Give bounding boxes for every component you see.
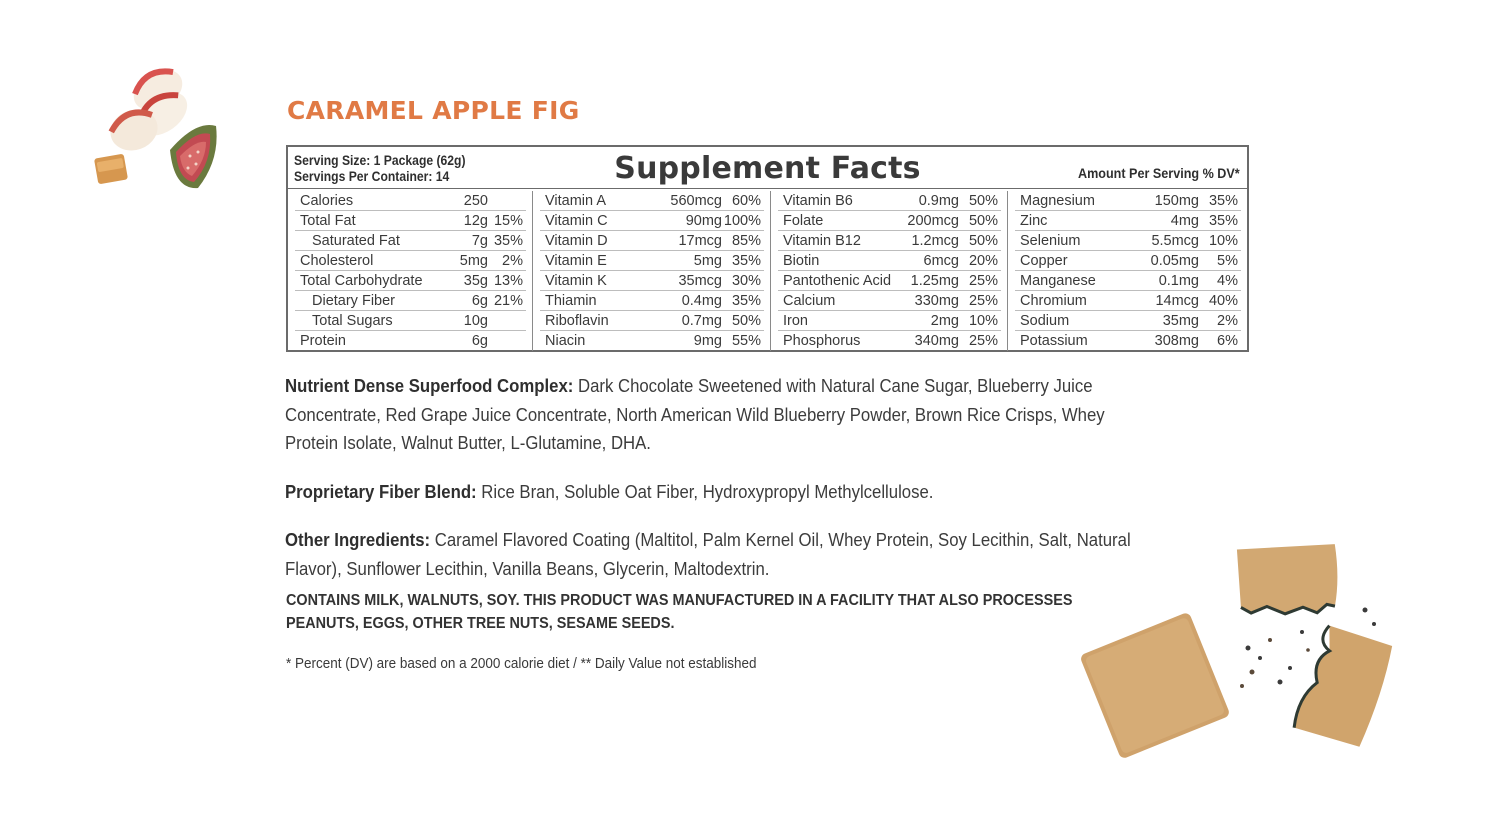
- facts-header: [288, 147, 1247, 190]
- nutrient-amount: 560mcg: [670, 193, 722, 209]
- nutrient-name: Riboflavin: [545, 313, 609, 329]
- nutrient-daily-value: 5%: [1217, 253, 1238, 269]
- nutrient-name: Folate: [783, 213, 824, 229]
- nutrient-amount: 0.7mg: [681, 313, 722, 329]
- nutrient-amount: 5.5mcg: [1151, 233, 1199, 249]
- nutrient-name: Chromium: [1020, 293, 1087, 309]
- nutrient-daily-value: 4%: [1217, 273, 1238, 289]
- nutrient-name: Pantothenic Acid: [783, 273, 892, 289]
- nutrient-amount: 9mg: [693, 333, 722, 349]
- nutrient-row: [540, 211, 764, 231]
- nutrient-daily-value: 25%: [968, 333, 998, 349]
- nutrient-amount: 0.4mg: [681, 293, 722, 309]
- nutrient-name: Vitamin A: [545, 193, 606, 209]
- nutrient-row: [1015, 191, 1241, 211]
- nutrient-amount: 12g: [463, 213, 488, 229]
- nutrient-name: Calcium: [783, 293, 836, 309]
- nutrient-row: [1015, 271, 1241, 291]
- nutrient-row: [778, 251, 1001, 271]
- nutrient-column-vitamins-b-minerals: [770, 191, 1007, 351]
- nutrient-daily-value: 21%: [493, 293, 523, 309]
- nutrient-name: Vitamin B6: [783, 193, 853, 209]
- nutrient-daily-value: 10%: [1208, 233, 1238, 249]
- nutrient-daily-value: 13%: [493, 273, 523, 289]
- nutrient-daily-value: 2%: [502, 253, 523, 269]
- nutrient-daily-value: 30%: [731, 273, 761, 289]
- nutrient-row: [295, 271, 526, 291]
- nutrient-name: Magnesium: [1020, 193, 1095, 209]
- nutrient-column-macros: [288, 191, 532, 351]
- nutrient-amount: 1.2mcg: [911, 233, 959, 249]
- nutrient-name: Vitamin E: [545, 253, 607, 269]
- nutrient-amount: 6mcg: [923, 253, 959, 269]
- nutrient-name: Thiamin: [545, 293, 597, 309]
- apple-fig-caramel-image: [70, 60, 230, 220]
- nutrient-amount: 308mg: [1154, 333, 1199, 349]
- nutrient-row: [540, 191, 764, 211]
- nutrient-column-minerals: [1007, 191, 1247, 351]
- nutrient-name: Niacin: [545, 333, 586, 349]
- nutrient-row: [778, 191, 1001, 211]
- nutrient-amount: 10g: [463, 313, 488, 329]
- serving-size: Serving Size: 1 Package (62g): [294, 153, 466, 168]
- superfood-label: Nutrient Dense Superfood Complex:: [285, 376, 574, 396]
- nutrient-amount: 35mcg: [678, 273, 722, 289]
- servings-per-container: Servings Per Container: 14: [294, 169, 450, 184]
- nutrient-daily-value: 60%: [731, 193, 761, 209]
- nutrient-row: [1015, 311, 1241, 331]
- nutrient-row: [1015, 211, 1241, 231]
- other-ingredients: [285, 526, 1145, 583]
- crackers-image: [1080, 540, 1400, 765]
- nutrient-row: [1015, 231, 1241, 251]
- nutrient-row: [295, 291, 526, 311]
- nutrient-daily-value: 50%: [968, 233, 998, 249]
- nutrient-amount: 7g: [471, 233, 488, 249]
- nutrient-row: [778, 311, 1001, 331]
- nutrient-name: Protein: [300, 333, 346, 349]
- nutrient-daily-value: 2%: [1217, 313, 1238, 329]
- nutrient-row: [295, 251, 526, 271]
- nutrient-amount: 14mcg: [1155, 293, 1199, 309]
- nutrient-name: Vitamin D: [545, 233, 608, 249]
- nutrient-daily-value: 10%: [968, 313, 998, 329]
- nutrient-name: Selenium: [1020, 233, 1081, 249]
- daily-value-footnote: * Percent (DV) are based on a 2000 calorie diet / ** Daily Value not established: [286, 656, 757, 672]
- nutrient-amount: 1.25mg: [910, 273, 959, 289]
- nutrient-amount: 6g: [471, 293, 488, 309]
- nutrient-daily-value: 20%: [968, 253, 998, 269]
- nutrient-name: Calories: [300, 193, 354, 209]
- nutrient-daily-value: 40%: [1208, 293, 1238, 309]
- nutrient-amount: 35g: [463, 273, 488, 289]
- nutrient-name: Total Carbohydrate: [300, 273, 423, 289]
- nutrient-name: Vitamin B12: [783, 233, 861, 249]
- facts-title: Supplement Facts: [614, 151, 921, 186]
- nutrient-daily-value: 50%: [731, 313, 761, 329]
- nutrient-row: [778, 271, 1001, 291]
- nutrient-amount: 0.1mg: [1158, 273, 1199, 289]
- nutrient-name: Vitamin K: [545, 273, 607, 289]
- nutrient-name: Manganese: [1020, 273, 1096, 289]
- nutrient-amount: 5mg: [459, 253, 488, 269]
- superfood-complex: [285, 372, 1145, 458]
- nutrient-name: Saturated Fat: [312, 233, 400, 249]
- nutrient-amount: 5mg: [693, 253, 722, 269]
- superfood-text: Dark Chocolate Sweetened with Natural Cane Sugar, Blueberry Juice Concentrate, Red Grape Juice Concentrate, North American Wild Blueberry Powder, Brown Rice Crisps, Whey Protein Isolate, Walnut Butter, L-Glutamine, DHA.: [285, 376, 1105, 453]
- nutrient-name: Dietary Fiber: [312, 293, 395, 309]
- nutrient-daily-value: 50%: [968, 193, 998, 209]
- nutrient-row: [1015, 331, 1241, 351]
- nutrient-columns: [288, 191, 1247, 351]
- nutrient-row: [778, 291, 1001, 311]
- nutrient-daily-value: 15%: [493, 213, 523, 229]
- nutrient-daily-value: 35%: [493, 233, 523, 249]
- nutrient-row: [295, 331, 526, 351]
- nutrient-daily-value: 35%: [731, 293, 761, 309]
- nutrient-amount: 0.9mg: [918, 193, 959, 209]
- nutrient-amount: 17mcg: [678, 233, 722, 249]
- nutrient-amount: 0.05mg: [1150, 253, 1199, 269]
- nutrient-row: [540, 251, 764, 271]
- nutrient-row: [295, 231, 526, 251]
- nutrient-row: [540, 271, 764, 291]
- nutrient-name: Sodium: [1020, 313, 1070, 329]
- nutrient-amount: 35mg: [1162, 313, 1199, 329]
- nutrient-amount: 2mg: [930, 313, 959, 329]
- allergen-statement: CONTAINS MILK, WALNUTS, SOY. THIS PRODUCT WAS MANUFACTURED IN A FACILITY THAT ALSO PROCESSES PEANUTS, EGGS, OTHER TREE NUTS, SESAME SEEDS.: [286, 592, 1073, 632]
- nutrient-row: [540, 331, 764, 351]
- nutrient-daily-value: 35%: [731, 253, 761, 269]
- nutrient-name: Vitamin C: [545, 213, 608, 229]
- nutrient-name: Biotin: [783, 253, 820, 269]
- nutrient-amount: 250: [463, 193, 488, 209]
- amount-per-serving-header: Amount Per Serving % DV*: [1078, 165, 1240, 181]
- nutrient-amount: 330mg: [914, 293, 959, 309]
- nutrient-daily-value: 50%: [968, 213, 998, 229]
- nutrient-row: [295, 211, 526, 231]
- nutrient-row: [540, 291, 764, 311]
- nutrient-name: Iron: [783, 313, 808, 329]
- nutrient-row: [778, 231, 1001, 251]
- nutrient-name: Cholesterol: [300, 253, 374, 269]
- nutrient-row: [778, 331, 1001, 351]
- nutrient-amount: 340mg: [914, 333, 959, 349]
- nutrient-amount: 90mg: [685, 213, 722, 229]
- nutrient-daily-value: 85%: [731, 233, 761, 249]
- nutrient-row: [778, 211, 1001, 231]
- nutrient-row: [295, 311, 526, 331]
- nutrient-name: Total Fat: [300, 213, 356, 229]
- product-title: CARAMEL APPLE FIG: [287, 96, 580, 125]
- nutrient-daily-value: 35%: [1208, 213, 1238, 229]
- facts-divider: [288, 188, 1247, 189]
- nutrient-name: Phosphorus: [783, 333, 861, 349]
- nutrient-row: [1015, 251, 1241, 271]
- nutrient-column-vitamins-a-niacin: [532, 191, 770, 351]
- nutrient-daily-value: 6%: [1217, 333, 1238, 349]
- nutrient-row: [1015, 291, 1241, 311]
- nutrient-daily-value: 100%: [723, 213, 761, 229]
- nutrient-row: [295, 191, 526, 211]
- fiber-label: Proprietary Fiber Blend:: [285, 482, 477, 502]
- nutrient-name: Potassium: [1020, 333, 1088, 349]
- nutrient-amount: 6g: [471, 333, 488, 349]
- other-ingredients-text: Caramel Flavored Coating (Maltitol, Palm Kernel Oil, Whey Protein, Soy Lecithin, Salt, Natural Flavor), Sunflower Lecithin, Vanilla Beans, Glycerin, Maltodextrin.: [285, 530, 1131, 579]
- nutrient-name: Total Sugars: [312, 313, 393, 329]
- nutrient-daily-value: 25%: [968, 273, 998, 289]
- nutrient-amount: 4mg: [1170, 213, 1199, 229]
- nutrient-amount: 150mg: [1154, 193, 1199, 209]
- nutrient-amount: 200mcg: [907, 213, 959, 229]
- nutrient-row: [540, 231, 764, 251]
- nutrient-name: Copper: [1020, 253, 1068, 269]
- nutrient-name: Zinc: [1020, 213, 1048, 229]
- fiber-blend: [285, 478, 1145, 507]
- nutrient-row: [540, 311, 764, 331]
- nutrient-daily-value: 25%: [968, 293, 998, 309]
- nutrient-daily-value: 55%: [731, 333, 761, 349]
- fiber-text: Rice Bran, Soluble Oat Fiber, Hydroxypropyl Methylcellulose.: [476, 482, 934, 502]
- other-ingredients-label: Other Ingredients:: [285, 530, 431, 550]
- supplement-facts-panel: [286, 145, 1249, 352]
- nutrient-daily-value: 35%: [1208, 193, 1238, 209]
